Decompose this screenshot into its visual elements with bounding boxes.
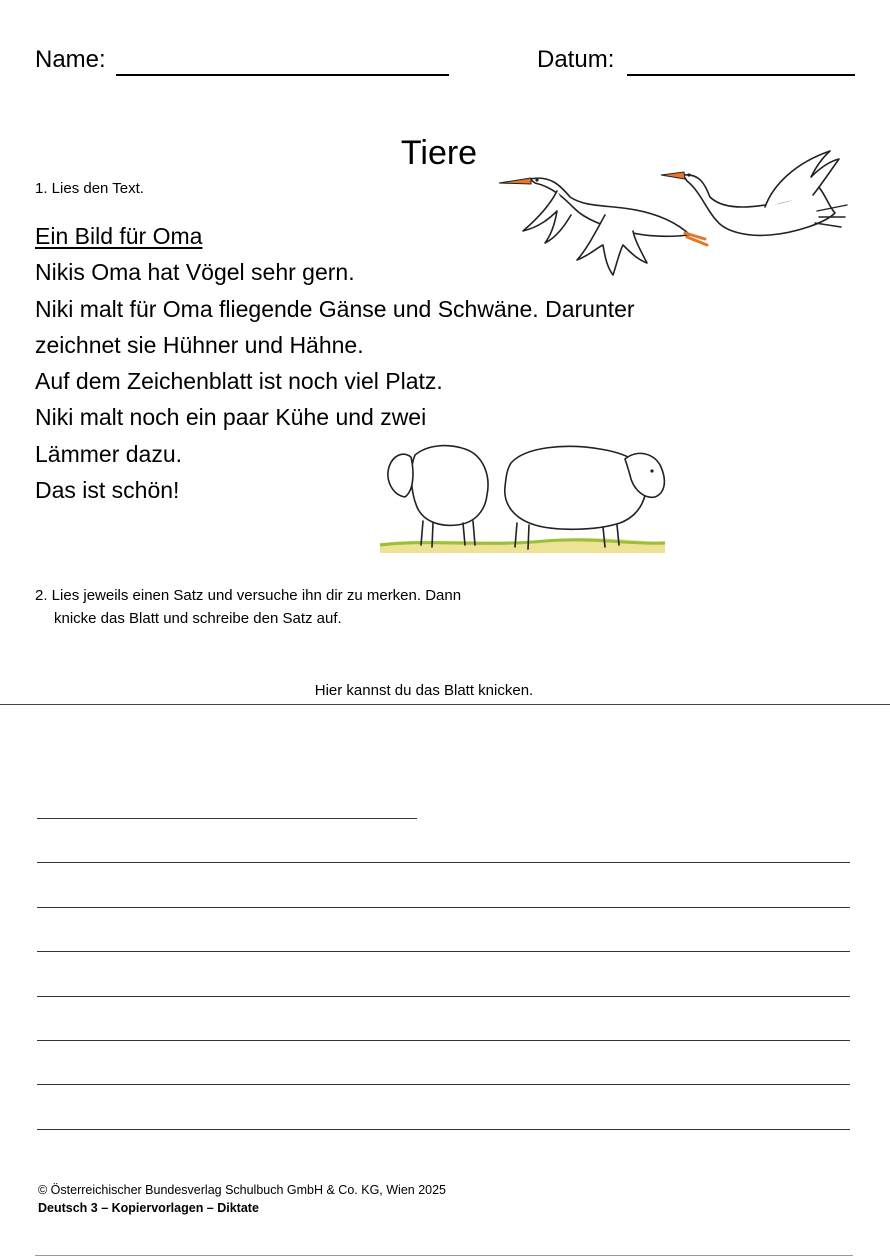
- fold-line: [0, 704, 890, 705]
- task2-instruction-line2: knicke das Blatt und schreibe den Satz auf.: [54, 610, 342, 627]
- writing-line[interactable]: [37, 907, 850, 908]
- story-line: Niki malt noch ein paar Kühe und zwei: [35, 404, 427, 431]
- footer-copyright: © Österreichischer Bundesverlag Schulbuch GmbH & Co. KG, Wien 2025: [38, 1183, 447, 1197]
- name-line[interactable]: [116, 74, 449, 76]
- footer-series: Deutsch 3 – Kopiervorlagen – Diktate: [38, 1201, 259, 1215]
- date-line[interactable]: [627, 74, 855, 76]
- story-line: zeichnet sie Hühner und Hähne.: [35, 331, 364, 358]
- task1-instruction: 1. Lies den Text.: [35, 180, 144, 197]
- task2-instruction-line1: 2. Lies jeweils einen Satz und versuche ihn dir zu merken. Dann: [35, 587, 462, 604]
- bottom-divider: [35, 1255, 853, 1256]
- sheep-illustration: [375, 435, 670, 560]
- writing-line[interactable]: [37, 1040, 850, 1041]
- writing-line[interactable]: [37, 862, 850, 863]
- page-title: Tiere: [400, 134, 478, 172]
- writing-line[interactable]: [37, 1129, 850, 1130]
- story-line: Lämmer dazu.: [35, 440, 183, 467]
- name-label: Name:: [35, 46, 106, 73]
- flying-geese-illustration: [495, 145, 855, 285]
- story-line: Auf dem Zeichenblatt ist noch viel Platz.: [35, 368, 443, 395]
- story-line: Niki malt für Oma fliegende Gänse und Schwäne. Darunter: [35, 295, 635, 322]
- story-line: Das ist schön!: [35, 477, 180, 504]
- story-line: Nikis Oma hat Vögel sehr gern.: [35, 259, 355, 286]
- date-label: Datum:: [537, 46, 615, 73]
- writing-line[interactable]: [37, 996, 850, 997]
- fold-hint: Hier kannst du das Blatt knicken.: [314, 682, 534, 699]
- writing-line[interactable]: [37, 1084, 850, 1085]
- writing-line[interactable]: [37, 951, 850, 952]
- writing-line[interactable]: [37, 818, 417, 819]
- story-title: Ein Bild für Oma: [35, 223, 203, 249]
